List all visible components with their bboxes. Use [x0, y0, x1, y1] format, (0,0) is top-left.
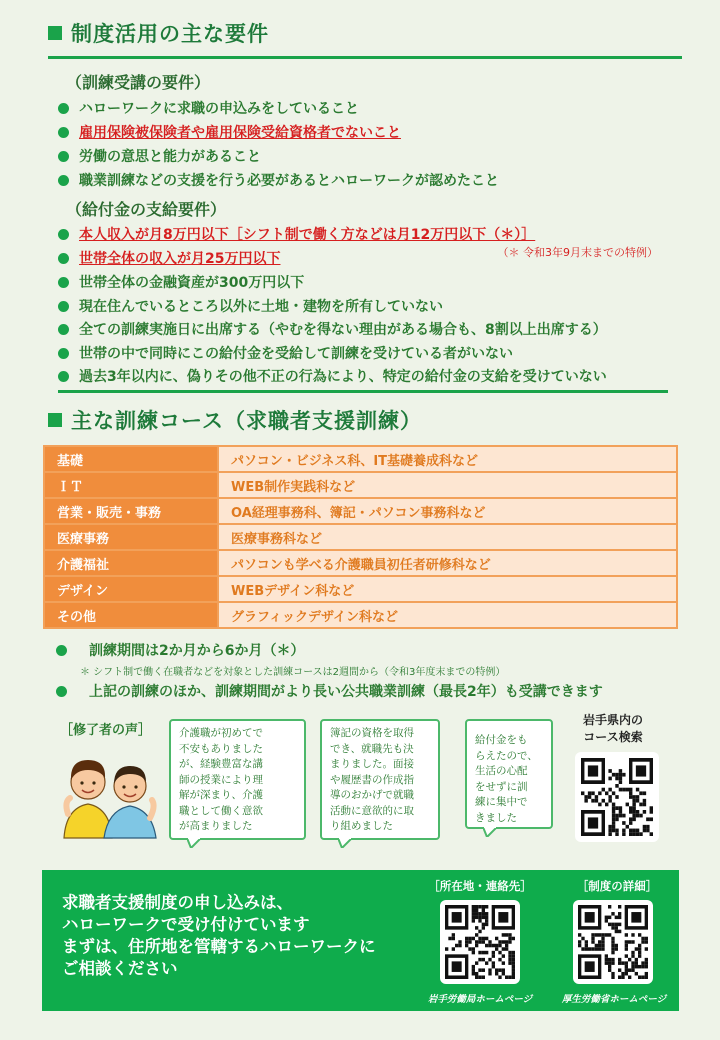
- bubble-tail-icon: [187, 838, 201, 848]
- system-details-label: ［制度の詳細］: [576, 879, 658, 893]
- bullet-dot-icon: [56, 645, 67, 656]
- divider: [58, 390, 668, 393]
- banner-message: 求職者支援制度の申し込みは、 ハローワークで受け付けています まずは、住所地を管轄するハローワークに ご相談ください: [62, 893, 376, 978]
- course-examples: 医療事務科など: [218, 524, 677, 550]
- course-category: 介護福祉: [44, 550, 218, 576]
- bullet-dot-icon: [58, 229, 69, 240]
- course-examples: パソコン・ビジネス科、IT基礎養成科など: [218, 446, 677, 472]
- table-row: [44, 472, 677, 498]
- course-search-label: 岩手県内の コース検索: [582, 713, 643, 744]
- bullet-dot-icon: [58, 175, 69, 186]
- mhlw-qr-code[interactable]: [573, 900, 653, 984]
- bullet-dot-icon: [58, 324, 69, 335]
- list-item: 全ての訓練実施日に出席する（やむを得ない理由がある場合も、8割以上出席する）: [58, 319, 607, 339]
- course-table: [43, 445, 678, 629]
- bullet-dot-icon: [58, 151, 69, 162]
- application-banner: [42, 870, 679, 1011]
- bubble-tail-icon: [483, 827, 497, 837]
- labor-bureau-qr-code[interactable]: [440, 900, 520, 984]
- training-requirements-heading: （訓練受講の要件）: [66, 73, 211, 92]
- list-item: 世帯全体の金融資産が300万円以下: [58, 272, 304, 292]
- bullet-dot-icon: [58, 371, 69, 382]
- training-period: 訓練期間は2か月から6か月（＊）: [56, 640, 304, 660]
- qr-code-icon: [445, 905, 515, 979]
- special-provision-note: （＊ 令和3年9月末までの特例）: [497, 246, 658, 259]
- benefit-requirements-heading: （給付金の支給要件）: [66, 200, 227, 219]
- bullet-dot-icon: [58, 103, 69, 114]
- bullet-dot-icon: [58, 253, 69, 264]
- testimonial-bubble: 介護職が初めてで 不安もありました が、経験豊富な講 師の授業により理 解が深まり、介護 職として働く意欲 が高まりました: [169, 719, 306, 840]
- square-bullet-icon: [48, 26, 62, 40]
- labor-bureau-caption: 岩手労働局ホームページ: [427, 994, 533, 1005]
- two-people-illustration: [58, 742, 158, 840]
- table-row: [44, 446, 677, 472]
- course-category: 営業・販売・事務: [44, 498, 218, 524]
- course-category: ＩＴ: [44, 472, 218, 498]
- table-row: [44, 576, 677, 602]
- section-header-requirements: [48, 18, 682, 59]
- bullet-dot-icon: [58, 301, 69, 312]
- bullet-dot-icon: [58, 348, 69, 359]
- qr-code-icon: [581, 758, 653, 836]
- testimonial-bubble: 給付金をも らえたので、 生活の心配 をせずに訓 練に集中で きました: [465, 719, 553, 829]
- course-category: 医療事務: [44, 524, 218, 550]
- course-category: デザイン: [44, 576, 218, 602]
- list-item: 本人収入が月8万円以下［シフト制で働く方などは月12万円以下（＊）］: [58, 224, 535, 244]
- qr-code-icon: [578, 905, 648, 979]
- square-bullet-icon: [48, 413, 62, 427]
- graduate-voices-label: ［修了者の声］: [60, 723, 152, 738]
- course-examples: パソコンも学べる介護職員初任者研修科など: [218, 550, 677, 576]
- course-examples: WEB制作実践科など: [218, 472, 677, 498]
- table-row: [44, 602, 677, 628]
- list-item: 世帯全体の収入が月25万円以下: [58, 248, 280, 268]
- bubble-tail-icon: [338, 838, 352, 848]
- table-row: [44, 524, 677, 550]
- list-item: 現在住んでいるところ以外に土地・建物を所有していない: [58, 296, 443, 316]
- mhlw-caption: 厚生労働省ホームページ: [561, 994, 667, 1005]
- section-title: 制度活用の主な要件: [71, 22, 269, 46]
- list-item: 職業訓練などの支援を行う必要があるとハローワークが認めたこと: [58, 170, 499, 190]
- list-item: 過去3年以内に、偽りその他不正の行為により、特定の給付金の支給を受けていない: [58, 366, 607, 386]
- public-training-note: 上記の訓練のほか、訓練期間がより長い公共職業訓練（最長2年）も受講できます: [56, 681, 603, 701]
- list-item: 世帯の中で同時にこの給付金を受給して訓練を受けている者がいない: [58, 343, 513, 363]
- course-category: その他: [44, 602, 218, 628]
- section-header-courses: [48, 405, 682, 435]
- course-category: 基礎: [44, 446, 218, 472]
- list-item: ハローワークに求職の申込みをしていること: [58, 98, 359, 118]
- bullet-dot-icon: [56, 686, 67, 697]
- course-examples: OA経理事務科、簿記・パソコン事務科など: [218, 498, 677, 524]
- list-item: 雇用保険被保険者や雇用保険受給資格者でないこと: [58, 122, 401, 142]
- list-item: 労働の意思と能力があること: [58, 146, 261, 166]
- section-title: 主な訓練コース（求職者支援訓練）: [71, 409, 422, 433]
- course-search-qr-code[interactable]: [575, 752, 659, 842]
- course-examples: WEBデザイン科など: [218, 576, 677, 602]
- bullet-dot-icon: [58, 277, 69, 288]
- bullet-dot-icon: [58, 127, 69, 138]
- course-examples: グラフィックデザイン科など: [218, 602, 677, 628]
- period-note: ＊ シフト制で働く在職者などを対象とした訓練コースは2週間から（令和3年度末までの特例）: [80, 667, 506, 678]
- table-row: [44, 550, 677, 576]
- testimonial-bubble: 簿記の資格を取得 でき、就職先も決 まりました。面接 や履歴書の作成指 導のおかげで就職 活動に意欲的に取 り組めました: [320, 719, 440, 840]
- location-contact-label: ［所在地・連絡先］: [428, 879, 532, 893]
- table-row: [44, 498, 677, 524]
